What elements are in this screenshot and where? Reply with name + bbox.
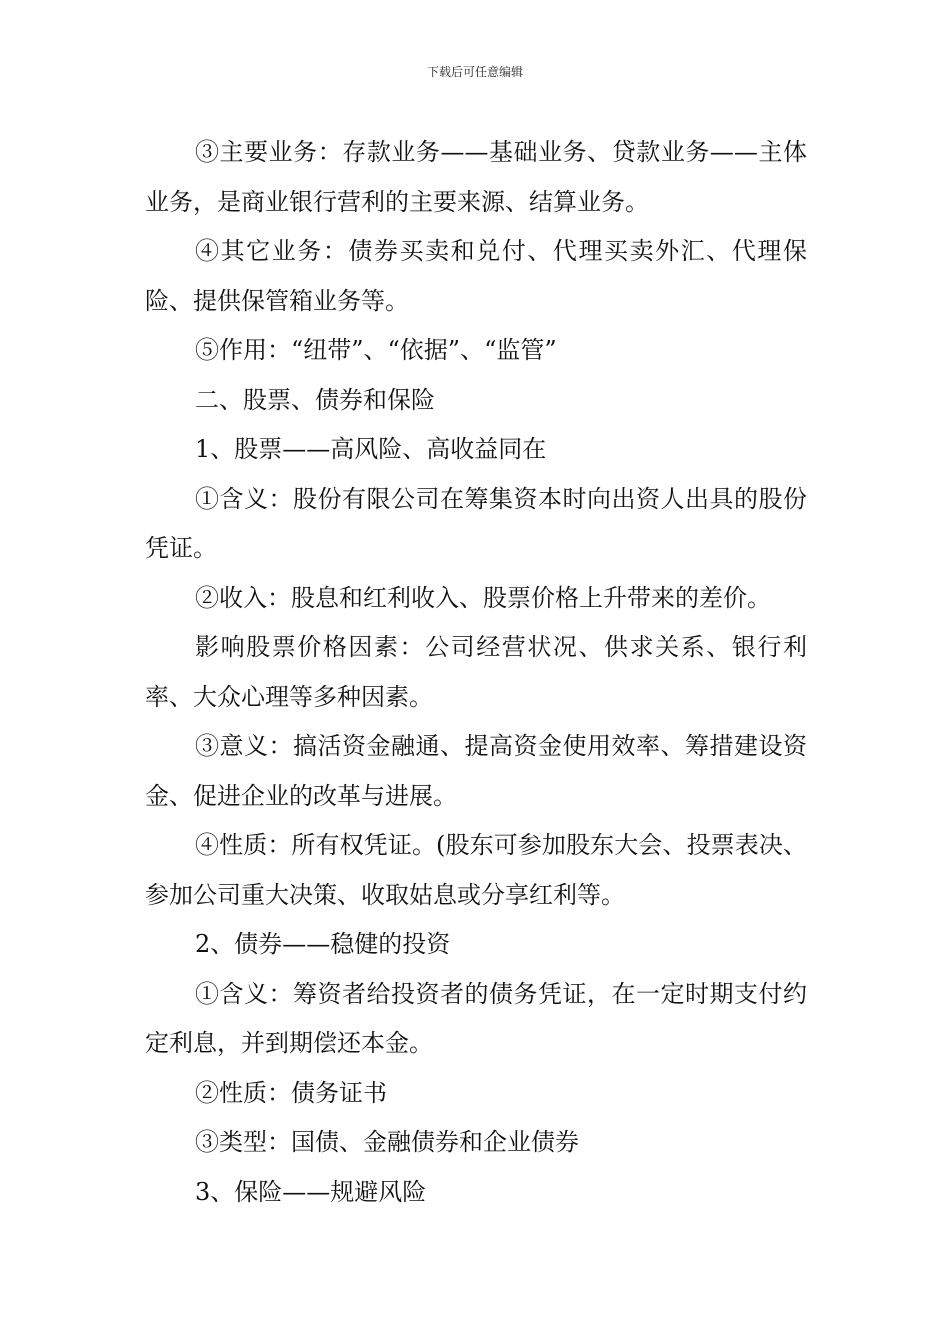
paragraph-stock-significance: ③意义：搞活资金融通、提高资金使用效率、筹措建设资金、促进企业的改革与进展。 [145,732,807,810]
paragraph-bond-meaning: ①含义：筹资者给投资者的债务凭证，在一定时期支付约定利息，并到期偿还本金。 [145,979,807,1057]
subheading-insurance: 3、保险——规避风险 [195,1177,427,1206]
paragraph-stock-nature: ④性质：所有权凭证。(股东可参加股东大会、投票表决、参加公司重大决策、收取姑息或分享红利等。 [145,831,807,909]
page-header: 下载后可任意编辑 [426,65,523,79]
document-body [145,128,807,1217]
paragraph-main-business: ③主要业务：存款业务——基础业务、贷款业务——主体业务，是商业银行营利的主要来源、结算业务。 [145,138,807,216]
subheading-stocks: 1、股票——高风险、高收益同在 [195,435,547,463]
subheading-bonds: 2、债券——稳健的投资 [195,930,451,958]
section-heading-stocks-bonds-insurance: 二、股票、债券和保险 [195,385,435,414]
paragraph-other-business: ④其它业务：债券买卖和兑付、代理买卖外汇、代理保险、提供保管箱业务等。 [145,237,807,315]
paragraph-bond-nature: ②性质：债务证书 [195,1078,387,1107]
paragraph-bond-types: ③类型：国债、金融债券和企业债券 [195,1128,579,1156]
paragraph-stock-price-factors: 影响股票价格因素：公司经营状况、供求关系、银行利率、大众心理等多种因素。 [145,633,807,711]
paragraph-role: ⑤作用：“纽带”、“依据”、“监管” [195,336,557,364]
paragraph-stock-income: ②收入：股息和红利收入、股票价格上升带来的差价。 [195,583,771,612]
paragraph-stock-meaning: ①含义：股份有限公司在筹集资本时向出资人出具的股份凭证。 [145,484,807,562]
